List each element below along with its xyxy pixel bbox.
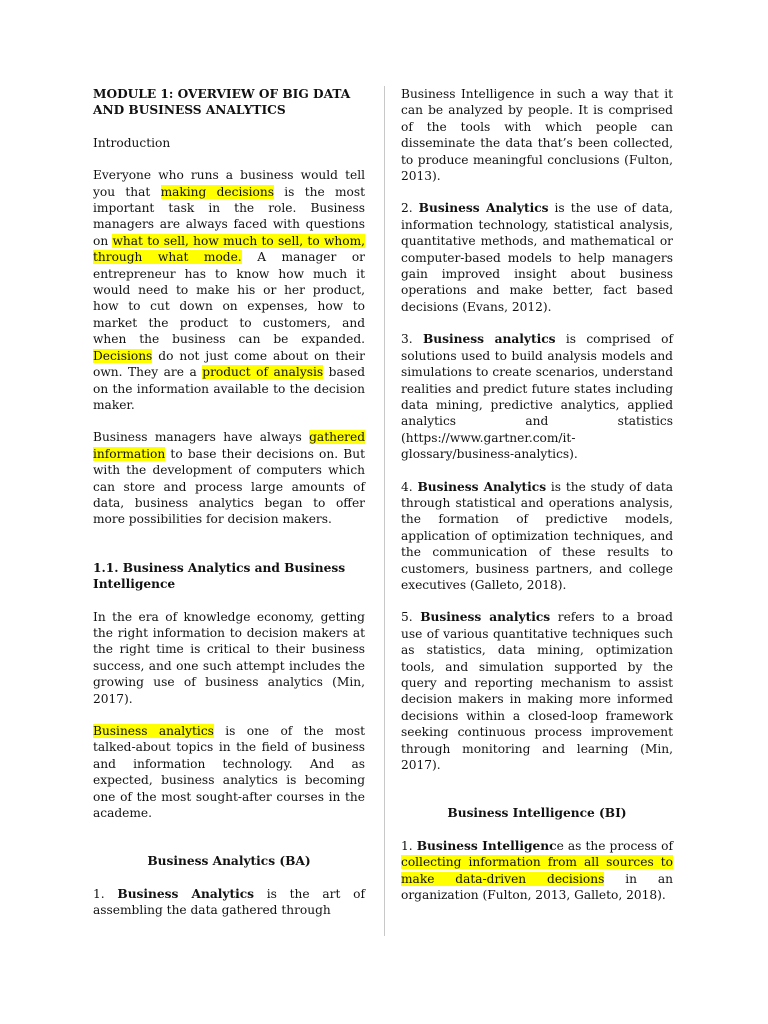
text-run: in an organization (Fulton, 2013, Galleto, 2018). [401, 871, 673, 903]
list-number: 3. [401, 332, 423, 347]
highlight-product-of-analysis: product of analysis [202, 365, 324, 380]
term: Business Analytics [418, 201, 549, 216]
list-number: 4. [401, 479, 418, 494]
list-number: 1. [401, 838, 417, 853]
text-run: is the art of assembling the data gathered through [93, 886, 365, 918]
highlight-decisions: Decisions [93, 348, 153, 363]
text-run: is the study of data through statistical and operations analysis, the formation of predictive models, application of optimization techniques, and the communication of these results to customers, business partners, and college executives (Galleto, 2018). [401, 479, 673, 592]
text-run: Everyone who runs a business would tell you that [93, 168, 365, 199]
ba-heading: Business Analytics (BA) [147, 854, 311, 869]
text-run: refers to a broad use of various quantitative techniques such as statistics, data mining, optimization tools, and simulation supported by the query and reporting mechanism to assist decision makers in making more informed decisions within a closed-loop framework seeking continuous process improvement through monitoring and learning (Min, 2017). [401, 610, 673, 773]
bi-definition-1 [401, 838, 673, 904]
ba-definition-1-continued: Business Intelligence in such a way that it can be analyzed by people. It is comprised of the tools with which people can disseminate the data that’s been collected, to produce meaningful conclusions (Fulton, 2013). [401, 87, 673, 184]
highlight-collecting-information: collecting information from all sources to make data-driven decisions [401, 855, 673, 886]
highlight-making-decisions: making decisions [160, 184, 274, 199]
intro-paragraph-1 [93, 167, 365, 413]
highlight-business-analytics: Business analytics [93, 724, 214, 738]
module-title: MODULE 1: OVERVIEW OF BIG DATA AND BUSINESS ANALYTICS [93, 87, 351, 118]
text-run: e as the process of [556, 838, 673, 853]
spacer [93, 544, 365, 560]
ba-definition-4 [401, 479, 673, 594]
text-run: is one of the most talked-about topics in the field of business and information technology. And as expected, business analytics is becoming one of the most sought-after courses in the academe. [93, 724, 365, 821]
text-run: A manager or entrepreneur has to know how much it would need to make his or her product, how to cut down on expenses, how to market the product to customers, and when the business can be expanded. [93, 250, 365, 347]
paragraph-talked-about [93, 723, 365, 821]
ba-definition-3 [401, 331, 673, 462]
spacer [93, 837, 365, 853]
text-run: based on the information available to the decision maker. [93, 365, 365, 412]
list-number: 1. [93, 886, 118, 901]
list-number: 5. [401, 610, 421, 625]
left-column [93, 86, 365, 935]
term: Business Analytics [117, 886, 254, 901]
spacer [401, 789, 673, 805]
bi-heading: Business Intelligence (BI) [447, 806, 627, 821]
intro-heading: Introduction [93, 135, 171, 150]
term: Business analytics [420, 610, 551, 625]
text-run: is the most important task in the role. Business managers are always faced with questions on [93, 184, 366, 248]
paragraph-knowledge-economy: In the era of knowledge economy, getting the right information to decision makers at the right time is critical to their business success, and one such attempt includes the growing use of business analytics (Min, 2017). [93, 609, 365, 706]
ba-definition-1 [93, 886, 365, 919]
list-number: 2. [401, 201, 419, 216]
highlight-what-to-sell: what to sell, how much to sell, to whom, through what mode. [93, 233, 365, 265]
highlight-gathered-information: gathered information [93, 430, 365, 461]
text-run: is the use of data, information technology, statistical analysis, quantitative methods, and mathematical or computer-based models to help managers gain improved insight about business operations and make better, fact based decisions (Evans, 2012). [401, 201, 673, 314]
section-heading-1-1: 1.1. Business Analytics and Business Intelligence [93, 560, 346, 592]
right-column [401, 86, 673, 919]
text-run: is comprised of solutions used to build analysis models and simulations to create scenarios, understand realities and predict future states including data mining, predictive analytics, applied analytics and statistics (https://www.gartner.com/it-glossary/business-analytics). [401, 332, 673, 462]
intro-paragraph-2 [93, 429, 365, 527]
ba-definition-2 [401, 200, 673, 315]
column-divider [384, 86, 385, 936]
text-run: Business managers have always [93, 430, 310, 445]
term: Business analytics [422, 332, 556, 347]
term: Business Analytics [417, 479, 547, 494]
term: Business Intelligenc [416, 838, 557, 853]
ba-definition-5 [401, 609, 673, 773]
text-run: to base their decisions on. But with the development of computers which can store and process large amounts of data, business analytics began to offer more possibilities for decision makers. [93, 446, 365, 527]
text-run: do not just come about on their own. They are a [93, 348, 365, 380]
